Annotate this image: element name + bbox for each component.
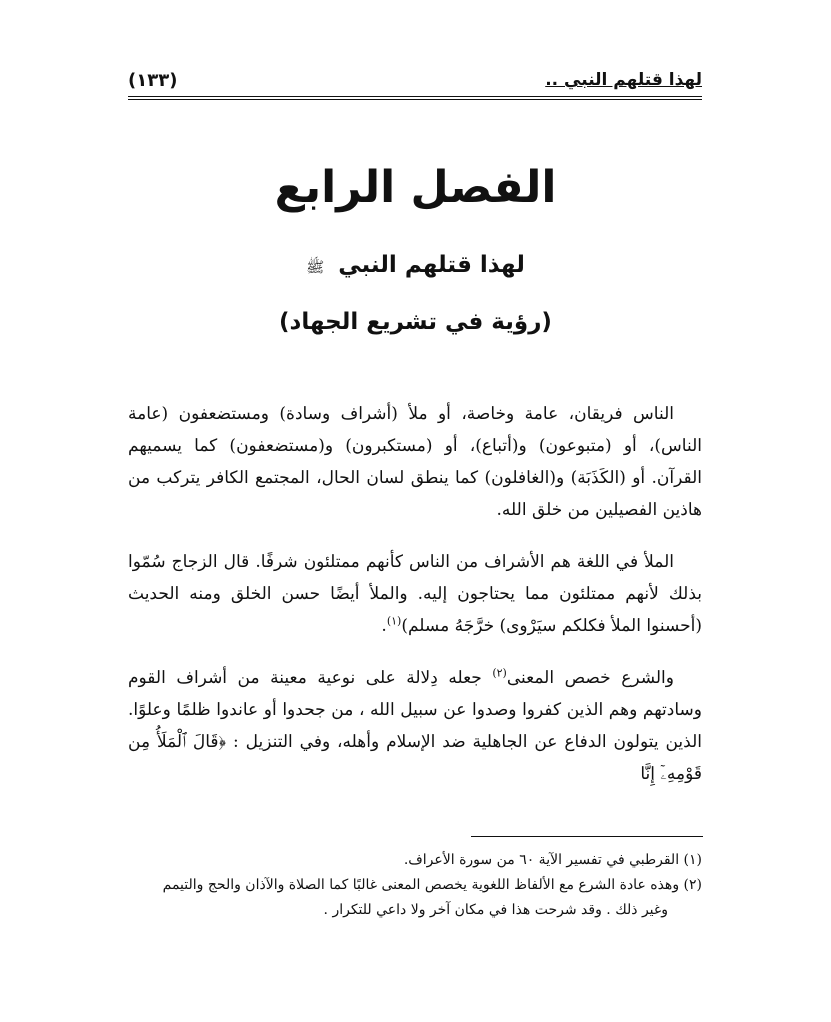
running-header xyxy=(128,70,702,96)
footnote-1: (١) القرطبي في تفسير الآية ٦٠ من سورة الأعراف. xyxy=(403,852,702,868)
chapter-subtitle xyxy=(0,252,831,280)
paragraph-2 xyxy=(128,546,702,642)
running-title: لهذا قتلهم النبي .. xyxy=(545,70,702,90)
chapter-tagline: (رؤية في تشريع الجهاد) xyxy=(279,309,552,335)
footnote-2: (٢) وهذه عادة الشرع مع الألفاظ اللغوية يخصص المعنى غالبًا كما الصلاة والآذان والحج والتيمم xyxy=(162,877,702,893)
paragraph-3-start: والشرع خصص المعنى xyxy=(506,668,674,688)
paragraph-1: الناس فريقان، عامة وخاصة، أو ملأ (أشراف وسادة) ومستضعفون (عامة الناس)، أو (متبوعون) و(أتباع)، أو (مستكبرون) و(مستضعفون) كما يسميهم القرآن. أو (الكَذَبَة) و(الغافلون) كما ينطق لسان الحال، المجتمع الكافر يتركب من هاذين الفصيلين من خلق الله. xyxy=(128,404,702,520)
paragraph-3-rest: جعله دِلالة على نوعية معينة من أشراف القوم وسادتهم وهم الذين كفروا وصدوا عن سبيل الله ، من جحدوا أو عاندوا ظلمًا وعلوًا. الذين يتولون الدفاع عن الجاهلية ضد الإسلام وأهله، وفي التنزيل : ﴿قَالَ ٱلْمَلَأُ مِن قَوْمِهِۦٓ إِنَّا xyxy=(128,668,702,784)
header-rule xyxy=(128,96,702,97)
chapter-title: الفصل الرابع xyxy=(274,162,557,213)
footnote-2-continuation: وغير ذلك . وقد شرحت هذا في مكان آخر ولا داعي للتكرار . xyxy=(323,902,668,918)
footnote-separator xyxy=(471,836,703,837)
page-number: (١٣٣) xyxy=(128,70,178,91)
body-text xyxy=(128,398,702,790)
footnote-ref-1: (١) xyxy=(386,614,402,628)
honorific-glyph: ﷺ xyxy=(306,258,325,276)
paragraph-2-text: الملأ في اللغة هم الأشراف من الناس كأنهم ممتلئون شرفًا. قال الزجاج سُمّوا بذلك لأنهم ممتلئون مما يحتاجون إليه. والملأ أيضًا حسن الخلق ومنه الحديث (أحسنوا الملأ فكلكم سيَرْوى) خرَّجَهُ مسلم) xyxy=(128,552,702,636)
chapter-subtitle-text: لهذا قتلهم النبي xyxy=(338,252,525,278)
paragraph-3 xyxy=(128,662,702,790)
header-rule-secondary xyxy=(128,99,702,100)
footnotes xyxy=(128,848,702,923)
footnote-ref-2: (٢) xyxy=(492,666,507,680)
paragraph-2-end: . xyxy=(381,616,387,636)
